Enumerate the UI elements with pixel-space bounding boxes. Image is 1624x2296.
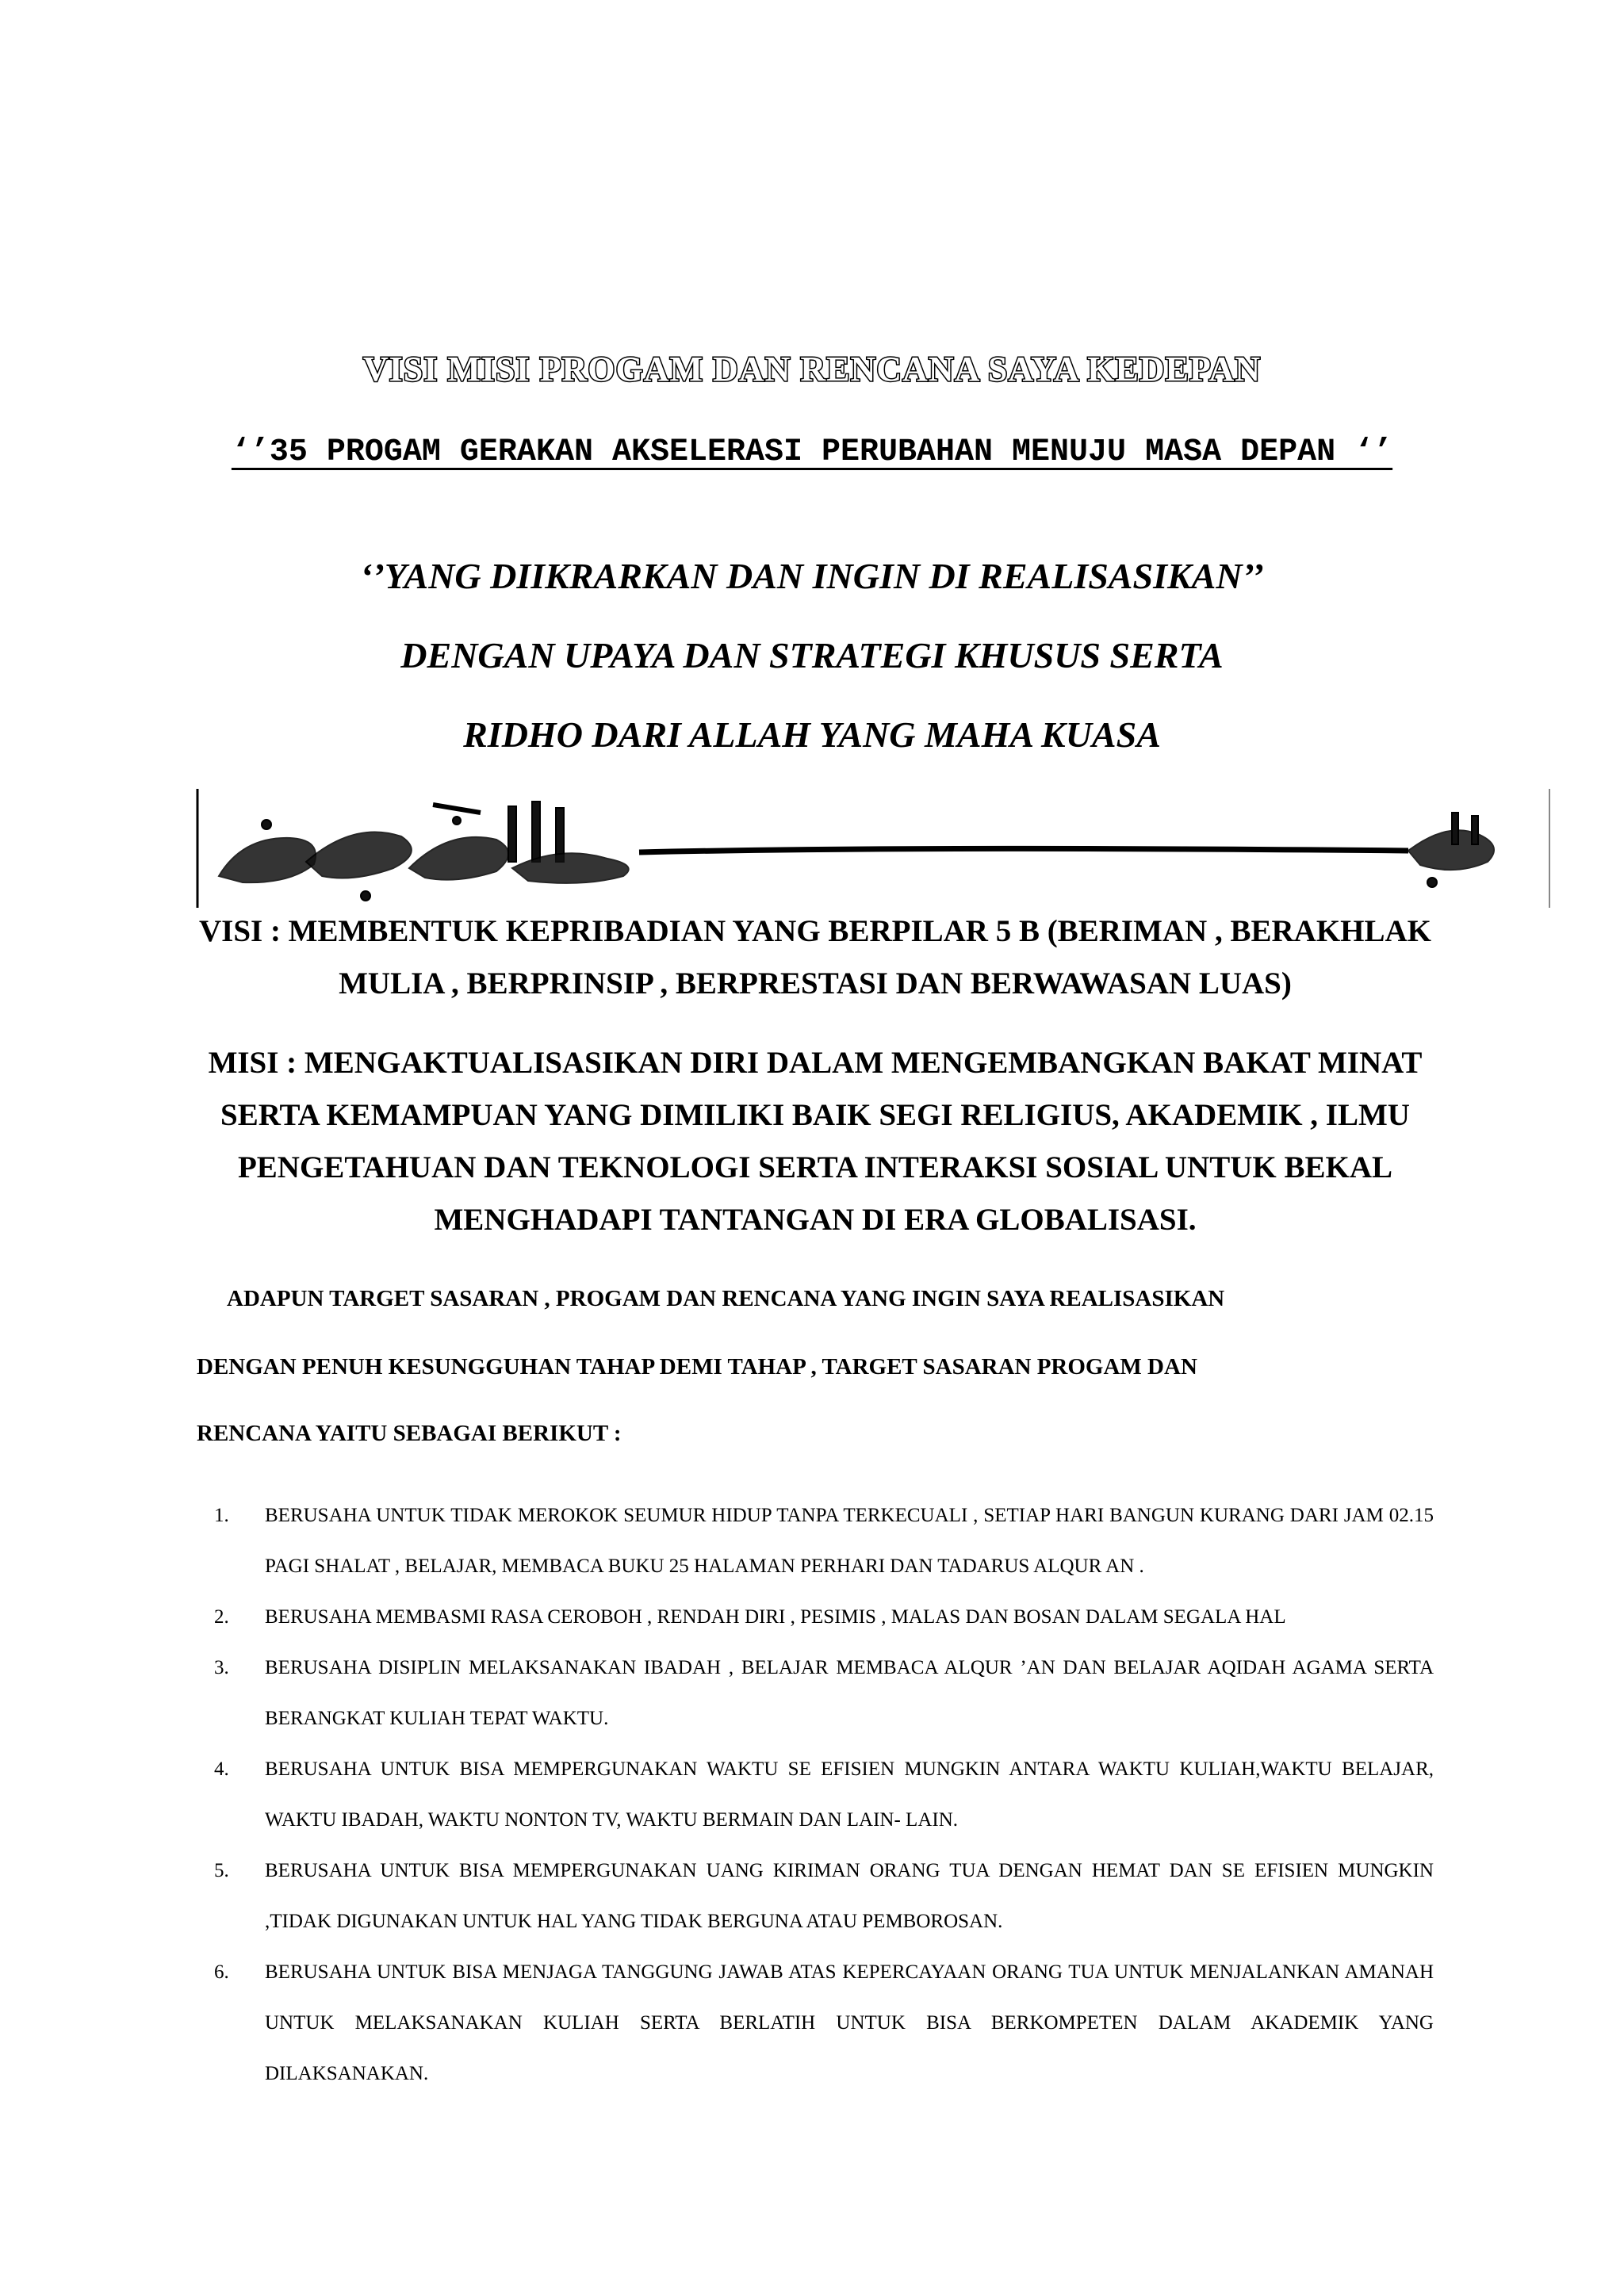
list-item-text: BERUSAHA UNTUK TIDAK MEROKOK SEUMUR HIDUP TANPA TERKECUALI , SETIAP HARI BANGUN KURANG DARI JAM 02.15 PAGI SHALAT , BELAJAR, MEMBACA BUKU 25 HALAMAN PERHARI DAN TADARUS ALQUR AN . — [265, 1505, 1434, 1577]
list-item-text: BERUSAHA DISIPLIN MELAKSANAKAN IBADAH , BELAJAR MEMBACA ALQUR ’AN DAN BELAJAR AQIDAH AGAMA SERTA BERANGKAT KULIAH TEPAT WAKTU. — [265, 1657, 1434, 1729]
pledge-line-1: ‘’YANG DIIKRARKAN DAN INGIN DI REALISASIKAN’’ — [360, 556, 1264, 596]
program-list — [197, 1490, 1434, 2099]
list-item — [197, 1947, 1434, 2099]
list-item-number: 5. — [214, 1860, 229, 1881]
list-item-number: 3. — [214, 1657, 229, 1678]
list-item-text: BERUSAHA MEMBASMI RASA CEROBOH , RENDAH DIRI , PESIMIS , MALAS DAN BOSAN DALAM SEGALA HAL — [265, 1606, 1286, 1628]
list-item — [197, 1744, 1434, 1846]
target-intro-line-2: DENGAN PENUH KESUNGGUHAN TAHAP DEMI TAHAP , TARGET SASARAN PROGAM DAN — [197, 1354, 1197, 1380]
list-item-text: BERUSAHA UNTUK BISA MEMPERGUNAKAN WAKTU SE EFISIEN MUNGKIN ANTARA WAKTU KULIAH,WAKTU BELAJAR, WAKTU IBADAH, WAKTU NONTON TV, WAKTU BERMAIN DAN LAIN- LAIN. — [265, 1758, 1434, 1831]
program-subtitle-text: ‘’35 PROGAM GERAKAN AKSELERASI PERUBAHAN MENUJU MASA DEPAN ‘’ — [231, 434, 1393, 470]
list-item — [197, 1592, 1434, 1643]
list-item — [197, 1846, 1434, 1947]
list-item-number: 4. — [214, 1758, 229, 1780]
pledge-line-3: RIDHO DARI ALLAH YANG MAHA KUASA — [463, 714, 1161, 755]
document-title: VISI MISI PROGAM DAN RENCANA SAYA KEDEPAN — [362, 350, 1262, 388]
list-item-number: 1. — [214, 1505, 229, 1526]
list-item — [197, 1643, 1434, 1744]
target-intro-line-3: RENCANA YAITU SEBAGAI BERIKUT : — [197, 1421, 622, 1446]
pledge-line-2: DENGAN UPAYA DAN STRATEGI KHUSUS SERTA — [400, 635, 1224, 675]
list-item-text: BERUSAHA UNTUK BISA MENJAGA TANGGUNG JAWAB ATAS KEPERCAYAAN ORANG TUA UNTUK MENJALANKAN AMANAH UNTUK MELAKSANAKAN KULIAH SERTA BERLATIH UNTUK BISA BERKOMPETEN DALAM AKADEMIK YANG DILAKSANAKAN. — [265, 1961, 1434, 2084]
visi-statement: VISI : MEMBENTUK KEPRIBADIAN YANG BERPILAR 5 B (BERIMAN , BERAKHLAK MULIA , BERPRINSIP , BERPRESTASI DAN BERWAWASAN LUAS) — [198, 914, 1432, 1001]
misi-statement: MISI : MENGAKTUALISASIKAN DIRI DALAM MENGEMBANGKAN BAKAT MINAT SERTA KEMAMPUAN YANG DIMILIKI BAIK SEGI RELIGIUS, AKADEMIK , ILMU PENGETAHUAN DAN TEKNOLOGI SERTA INTERAKSI SOSIAL UNTUK BEKAL MENGHADAPI TANTANGAN DI ERA GLOBALISASI. — [208, 1046, 1423, 1237]
basmala-calligraphy-image — [195, 789, 1554, 908]
program-subtitle — [198, 427, 1426, 479]
list-item — [197, 1490, 1434, 1592]
list-item-number: 2. — [214, 1606, 229, 1628]
target-intro-line-1: ADAPUN TARGET SASARAN , PROGAM DAN RENCANA YANG INGIN SAYA REALISASIKAN — [227, 1286, 1225, 1311]
list-item-number: 6. — [214, 1961, 229, 1983]
list-item-text: BERUSAHA UNTUK BISA MEMPERGUNAKAN UANG KIRIMAN ORANG TUA DENGAN HEMAT DAN SE EFISIEN MUNGKIN ,TIDAK DIGUNAKAN UNTUK HAL YANG TIDAK BERGUNA ATAU PEMBOROSAN. — [265, 1860, 1434, 1932]
